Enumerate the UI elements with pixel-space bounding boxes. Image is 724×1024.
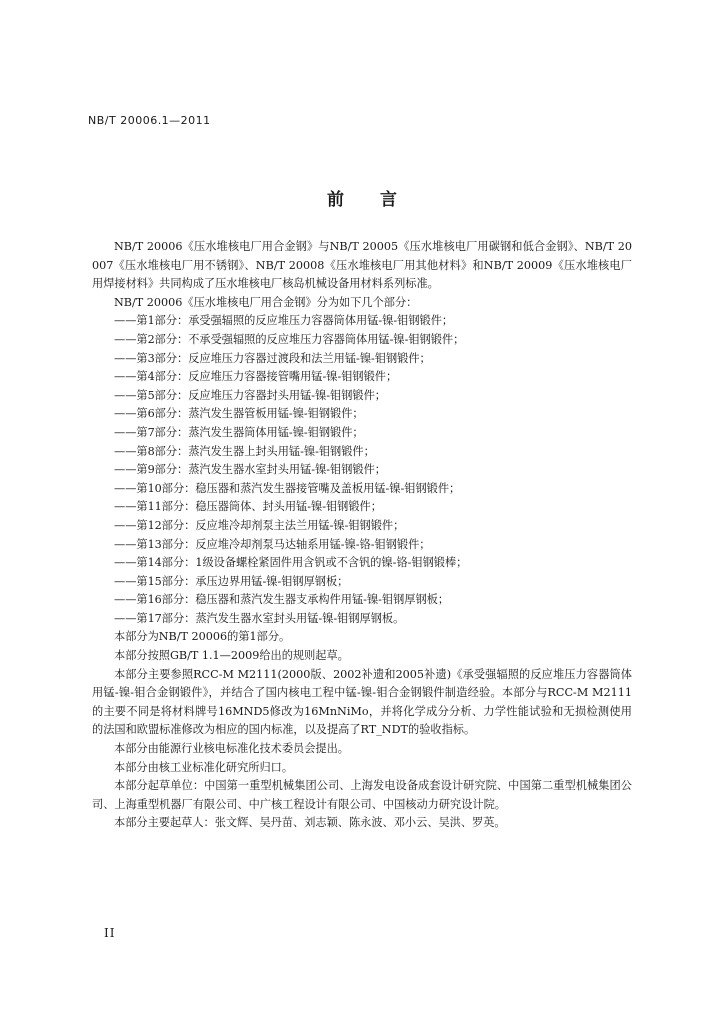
list-item: ——第16部分：稳压器和蒸汽发生器支承构件用锰-镍-钼钢厚钢板；	[114, 593, 450, 607]
list-item: ——第10部分：稳压器和蒸汽发生器接管嘴及盖板用锰-镍-钼钢锻件；	[114, 481, 461, 495]
list-item: ——第9部分：蒸汽发生器水室封头用锰-镍-钼钢锻件；	[114, 463, 386, 477]
list-item: ——第7部分：蒸汽发生器筒体用锰-镍-钼钢锻件；	[114, 425, 364, 439]
closing-paragraph: 本部分按照GB/T 1.1—2009给出的规则起草。	[114, 649, 349, 663]
list-item: ——第11部分：稳压器筒体、封头用锰-镍-钼钢锻件；	[114, 500, 382, 514]
list-item: ——第1部分：承受强辐照的反应堆压力容器筒体用锰-镍-钼钢锻件；	[114, 314, 454, 328]
closing-paragraph: 本部分主要起草人：张文辉、吴丹苗、刘志颖、陈永波、邓小云、吴洪、罗英。	[114, 816, 506, 830]
list-item: ——第6部分：蒸汽发生器管板用锰-镍-钼钢锻件；	[114, 407, 364, 421]
closing-paragraph: 本部分主要参照RCC-M M2111(2000版、2002补遗和2005补遗)《承受强辐照的反应堆压力容器筒体用锰-镍-钼合金钢锻件》，并结合了国内核电工程中锰-镍-钼合金钢锻件制造经验。本部分与RCC-M M2111的主要不同是将材料牌号16MND5修改为16MnNiMo，并将化学成分分析、力学性能试验和无损检测使用的法国和欧盟标准修改为相应的国内标准，以及提高了RT_NDT的验收指标。	[92, 667, 632, 737]
page-title: 前言	[327, 190, 433, 210]
list-item: ——第5部分：反应堆压力容器封头用锰-镍-钼钢锻件；	[114, 388, 386, 402]
list-item: ——第3部分：反应堆压力容器过渡段和法兰用锰-镍-钼钢锻件；	[114, 351, 431, 365]
list-item: ——第14部分：1级设备螺栓紧固件用含钒或不含钒的镍-铬-钼钢锻棒；	[114, 556, 468, 570]
list-item: ——第15部分：承压边界用锰-镍-钼钢厚钢板；	[114, 574, 349, 588]
intro-paragraph-1: NB/T 20006《压水堆核电厂用合金钢》与NB/T 20005《压水堆核电厂用碳钢和低合金钢》、NB/T 20007《压水堆核电厂用不锈钢》、NB/T 20008《压水堆核电厂用其他材料》和NB/T 20009《压水堆核电厂用焊接材料》共同构成了压水堆核电厂核岛机械设备用材料系列标准。	[92, 240, 632, 291]
list-item: ——第13部分：反应堆冷却剂泵马达轴系用锰-镍-铬-钼钢锻件；	[114, 537, 431, 551]
list-item: ——第17部分：蒸汽发生器水室封头用锰-镍-钼钢厚钢板。	[114, 611, 405, 625]
intro-paragraph-2: NB/T 20006《压水堆核电厂用合金钢》分为如下几个部分：	[114, 295, 418, 309]
closing-paragraph: 本部分为NB/T 20006的第1部分。	[114, 630, 291, 644]
foreword-body	[92, 238, 632, 833]
parts-list	[92, 312, 632, 628]
standard-code: NB/T 20006.1—2011	[88, 114, 211, 127]
closing-paragraph: 本部分起草单位：中国第一重型机械集团公司、上海发电设备成套设计研究院、中国第二重型机械集团公司、上海重型机器厂有限公司、中广核工程设计有限公司、中国核动力研究设计院。	[92, 779, 632, 811]
list-item: ——第2部分：不承受强辐照的反应堆压力容器筒体用锰-镍-钼钢锻件；	[114, 332, 465, 346]
list-item: ——第12部分：反应堆冷却剂泵主法兰用锰-镍-钼钢锻件；	[114, 518, 405, 532]
list-item: ——第8部分：蒸汽发生器上封头用锰-镍-钼钢锻件；	[114, 444, 375, 458]
page-number: II	[104, 926, 116, 940]
closing-paragraph: 本部分由核工业标准化研究所归口。	[114, 760, 294, 774]
closing-paragraph: 本部分由能源行业核电标准化技术委员会提出。	[114, 742, 349, 756]
list-item: ——第4部分：反应堆压力容器接管嘴用锰-镍-钼钢锻件；	[114, 370, 398, 384]
